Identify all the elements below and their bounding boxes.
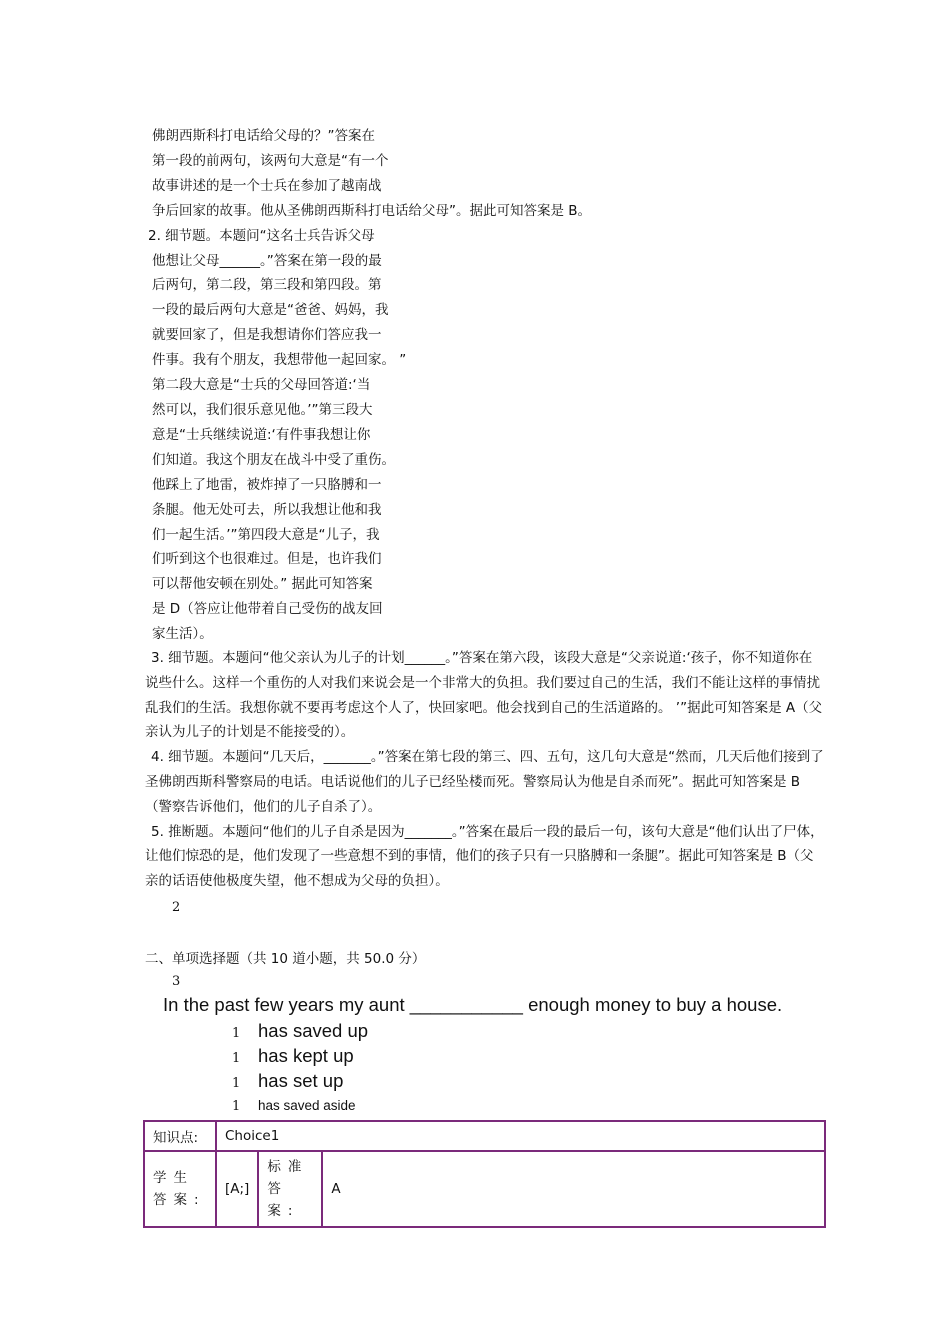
analysis-line: 然可以，我们很乐意见他。’”第三段大 — [152, 401, 373, 418]
analysis-line: 家生活）。 — [152, 626, 213, 643]
analysis-line: 件事。我有个朋友，我想带他一起回家。 ” — [152, 352, 407, 369]
analysis-line: 后两句，第二段，第三段和第四段。第 — [152, 277, 382, 294]
option-a[interactable] — [232, 1020, 368, 1042]
analysis-item-3: 3. 细节题。本题问“他父亲认为儿子的计划______。”答案在第六段，该段大意是“父亲说道:‘孩子，你不知道你在说些什么。这样一个重伤的人对我们来说会是一个非常大的负担。我们要过自己的生活，我们不能让这样的事情扰乱我们的生活。我想你就不要再考虑这个人了，快回家吧。他会找到自己的生活道路的。 ’”据此可知答案是 A（父亲认为儿子的计划是不能接受的）。 — [145, 650, 823, 741]
option-b[interactable] — [232, 1045, 354, 1067]
option-number: 1 — [232, 1026, 241, 1041]
option-text: has saved up — [258, 1020, 369, 1041]
analysis-line: 佛朗西斯科打电话给父母的？”答案在 — [152, 128, 375, 144]
standard-answer-label: 标准答案: — [258, 1151, 322, 1227]
option-number: 1 — [232, 1076, 241, 1091]
option-text: has saved aside — [258, 1098, 356, 1113]
analysis-wide-block — [145, 646, 825, 894]
analysis-item-5: 5. 推断题。本题问“他们的儿子自杀是因为_______。”答案在最后一段的最后一句，该句大意是“他们认出了尸体，让他们惊恐的是，他们发现了一些意想不到的事情，他们的孩子只有一只胳膊和一条腿”。据此可知答案是 B（父亲的话语使他极度失望，他不想成为父母的负担）。 — [145, 823, 824, 890]
analysis-narrow-column — [148, 124, 592, 647]
analysis-item-4: 4. 细节题。本题问“几天后，_______。”答案在第七段的第三、四、五句，这几句大意是“然而，几天后他们接到了圣佛朗西斯科警察局的电话。电话说他们的儿子已经坠楼而死。警察局认为他是自杀而死”。据此可知答案是 B（警察告诉他们，他们的儿子自杀了）。 — [145, 749, 824, 815]
option-d[interactable] — [232, 1098, 356, 1114]
analysis-line: 故事讲述的是一个士兵在参加了越南战 — [152, 177, 382, 194]
knowledge-label: 知识点: — [144, 1121, 216, 1151]
analysis-line: 们听到这个也很难过。但是，也许我们 — [152, 551, 382, 568]
analysis-line: 可以帮他安顿在别处。” 据此可知答案 — [152, 576, 373, 593]
page-number: 2 — [172, 900, 181, 915]
analysis-line: 条腿。他无处可去，所以我想让他和我 — [152, 501, 382, 518]
option-text: has set up — [258, 1070, 344, 1091]
analysis-line: 就要回家了，但是我想请你们答应我一 — [152, 327, 382, 344]
analysis-line: 是 D（答应让他带着自己受伤的战友回 — [152, 601, 383, 618]
option-text: has kept up — [258, 1045, 354, 1066]
question-number: 3 — [172, 974, 181, 989]
standard-answer-value: A — [322, 1151, 825, 1227]
analysis-line: 们知道。我这个朋友在战斗中受了重伤。 — [152, 451, 395, 468]
section-title: 二、单项选择题（共 10 道小题，共 50.0 分） — [145, 951, 426, 967]
analysis-line: 一段的最后两句大意是“爸爸、妈妈，我 — [152, 302, 389, 319]
option-number: 1 — [232, 1051, 241, 1066]
analysis-line: 他踩上了地雷，被炸掉了一只胳膊和一 — [152, 476, 382, 493]
analysis-line: 第一段的前两句，该两句大意是“有一个 — [152, 152, 389, 169]
analysis-line: 他想让父母______。”答案在第一段的最 — [152, 252, 382, 269]
question-stem: In the past few years my aunt ___________ enough money to buy a house. — [163, 994, 783, 1015]
analysis-line: 意是“士兵继续说道:‘有件事我想让你 — [152, 426, 371, 443]
analysis-line: 争后回家的故事。他从圣佛朗西斯科打电话给父母”。据此可知答案是 B。 — [152, 202, 592, 219]
option-c[interactable] — [232, 1070, 343, 1092]
analysis-line: 们一起生活。’”第四段大意是“儿子，我 — [152, 526, 380, 543]
analysis-line: 2. 细节题。本题问“这名士兵告诉父母 — [148, 227, 375, 244]
option-number: 1 — [232, 1099, 241, 1114]
student-answer-label: 学生答案: — [144, 1151, 216, 1227]
knowledge-value: Choice1 — [216, 1121, 825, 1151]
answer-info-table — [143, 1120, 826, 1228]
student-answer-value: [A;] — [216, 1151, 258, 1227]
analysis-line: 第二段大意是“士兵的父母回答道:‘当 — [152, 377, 371, 394]
